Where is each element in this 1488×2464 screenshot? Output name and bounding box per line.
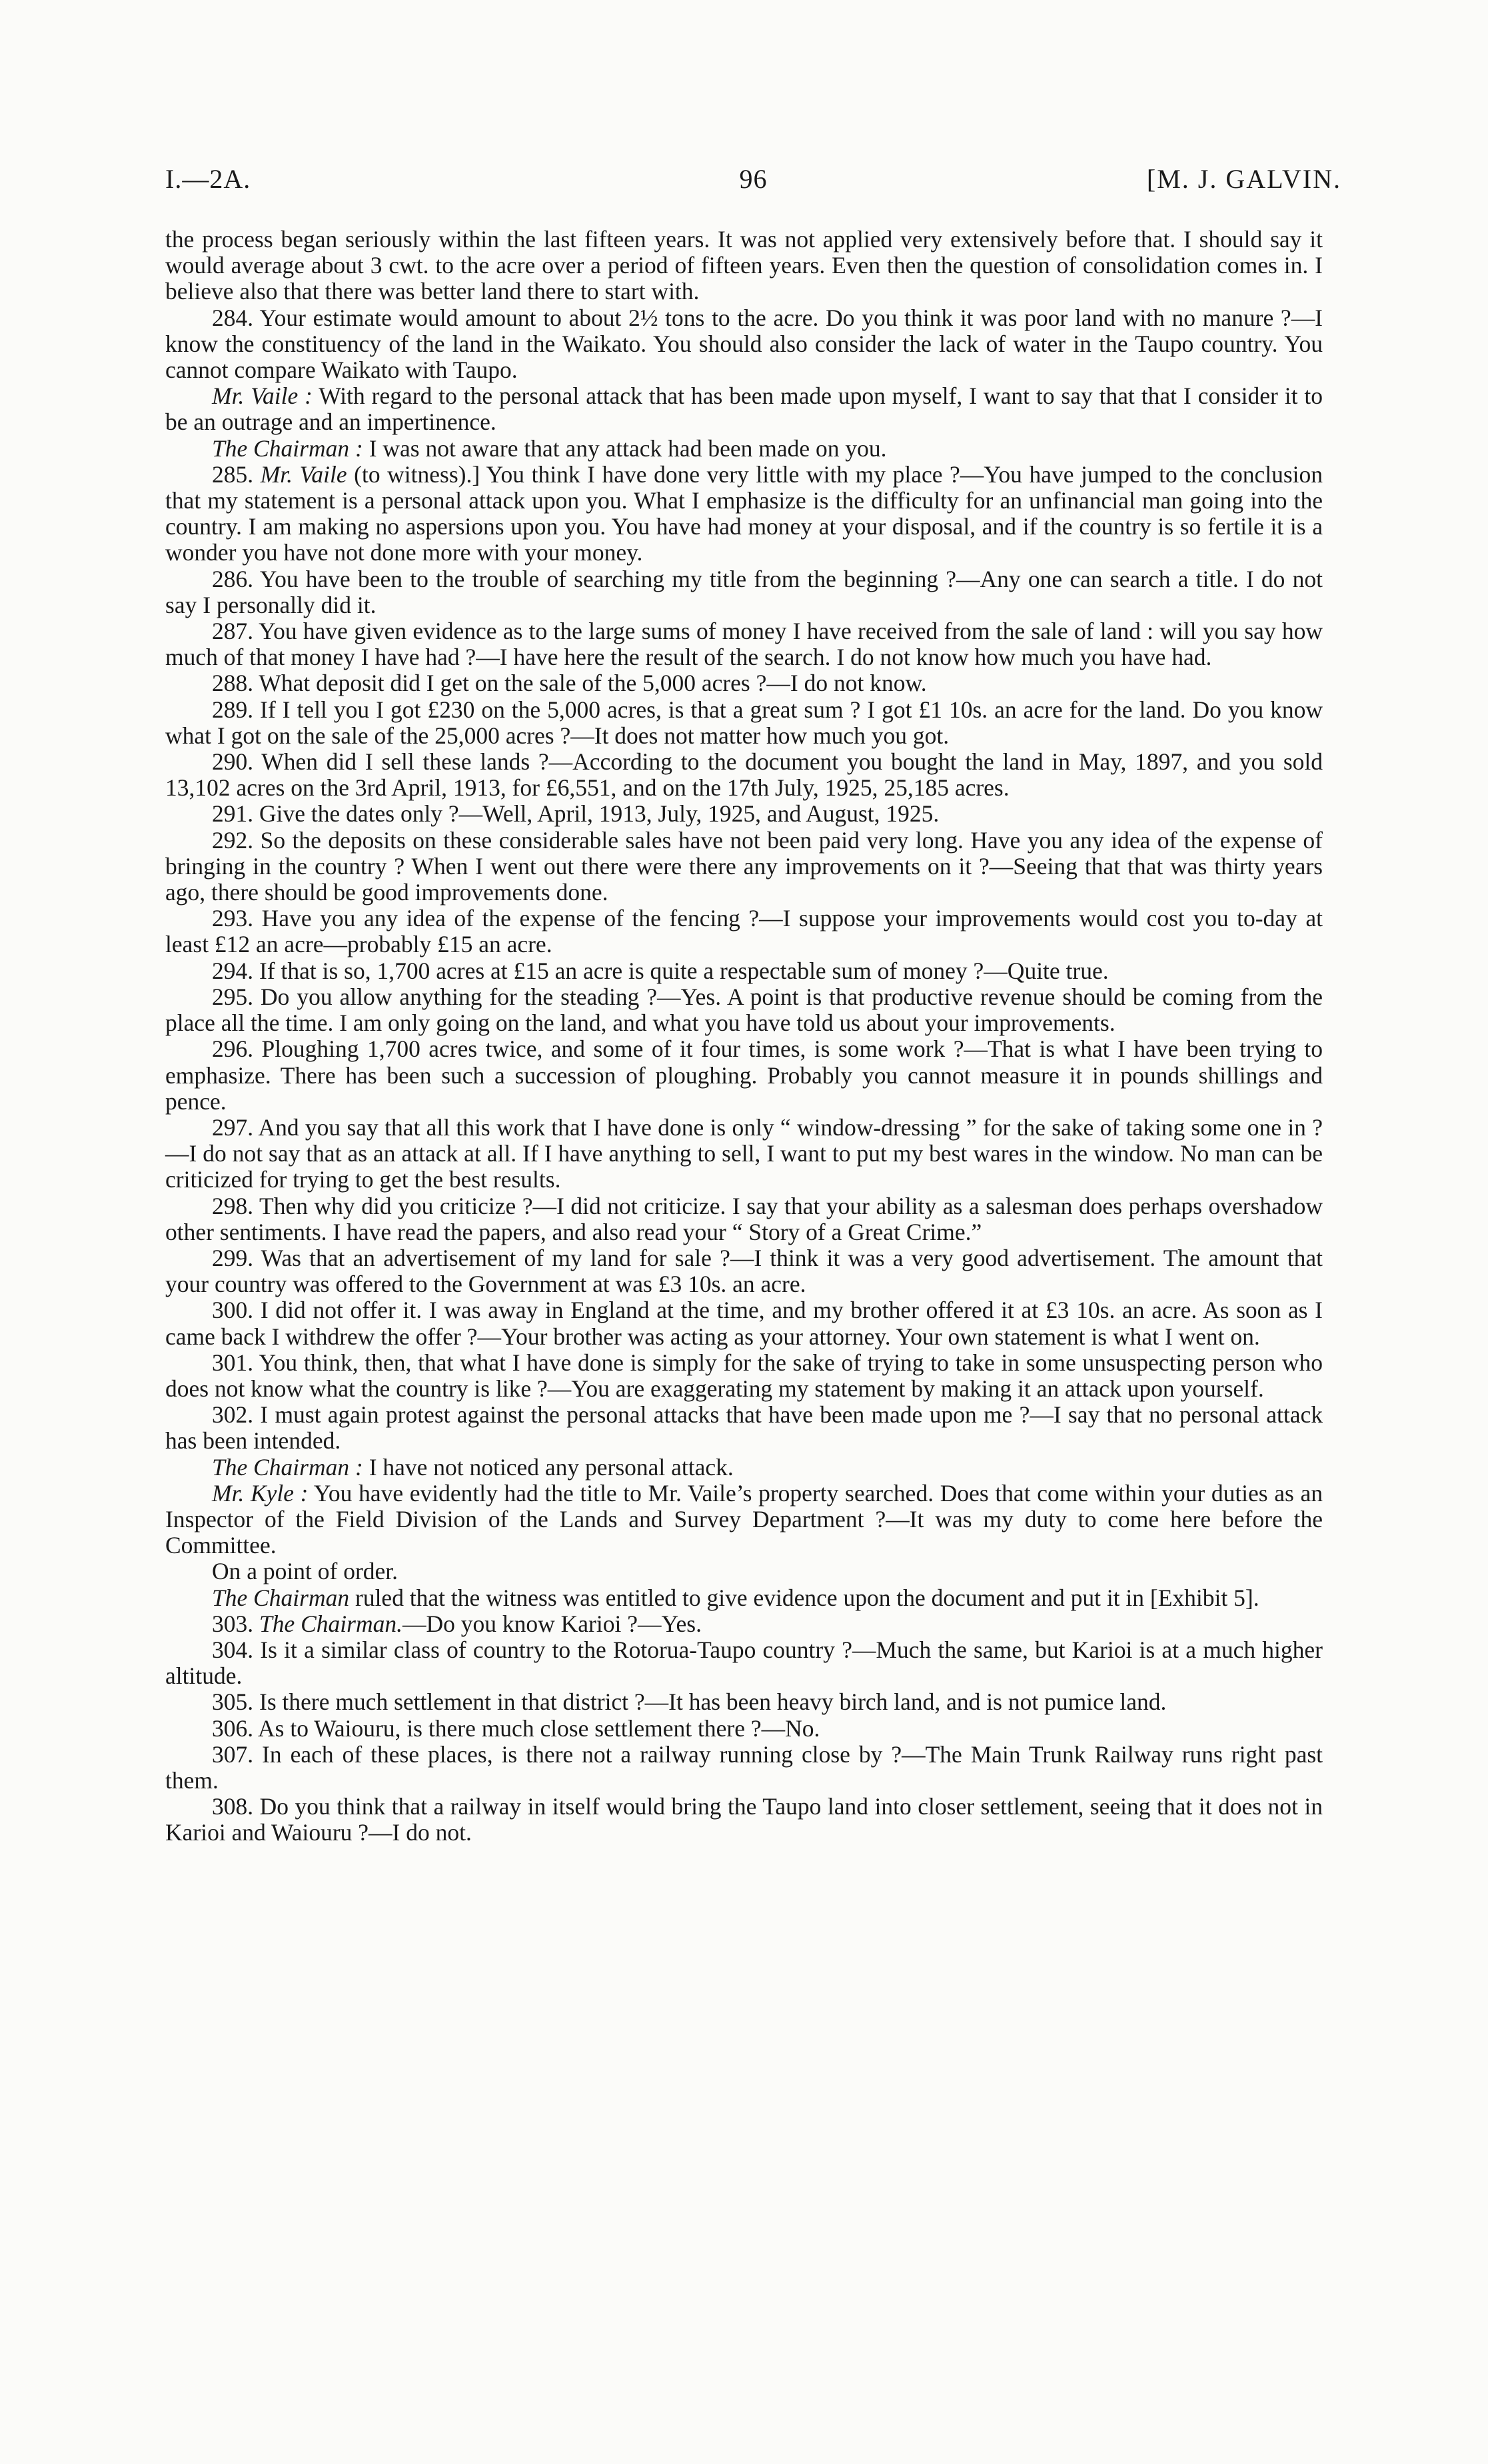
question-288: 288. What deposit did I get on the sale of the 5,000 acres ?—I do not know. (212, 670, 927, 697)
statement-chairman: The Chairman : I was not aware that any attack had been made on you. (212, 434, 887, 462)
question-285: 285. Mr. Vaile (to witness).] You think I have done very little with my place ?—You have jumped to the conclusion that my statement is a personal attack upon you. What I emphasize is the difficulty for an unfinancial man going into the country. I am making no aspersions upon you. You have had money at your disposal, and if the country is so fertile it is a wonder you have not done more with your money. (165, 460, 1323, 566)
page-header (165, 163, 1341, 203)
question-295: 295. Do you allow anything for the steading ?—Yes. A point is that productive revenue should be coming from the place all the time. I am only going on the land, and what you have told us about your improvements. (165, 983, 1323, 1037)
question-306: 306. As to Waiouru, is there much close settlement there ?—No. (212, 1714, 820, 1742)
statement-kyle: Mr. Kyle : You have evidently had the title to Mr. Vaile’s property searched. Does that come within your duties as an Inspector of the Field Division of the Lands and Survey Department ?—It was my duty to come here before the Committee. (165, 1479, 1323, 1559)
question-289: 289. If I tell you I got £230 on the 5,000 acres, is that a great sum ? I got £1 10s. an acre for the land. Do you know what I got on the sale of the 25,000 acres ?—It does not matter how much you got. (165, 696, 1323, 749)
question-290: 290. When did I sell these lands ?—According to the document you bought the land in May, 1897, and you sold 13,102 acres on the 3rd April, 1913, for £6,551, and on the 17th July, 1925, 25,185 acres. (165, 748, 1323, 802)
evidence-text (165, 227, 1323, 1846)
question-302: 302. I must again protest against the personal attacks that have been made upon me ?—I say that no personal attack has been intended. (165, 1401, 1323, 1455)
page-number: 96 (739, 164, 768, 194)
question-303: 303. The Chairman.—Do you know Karioi ?—Yes. (212, 1610, 702, 1637)
question-291: 291. Give the dates only ?—Well, April, 1913, July, 1925, and August, 1925. (212, 800, 940, 828)
paper-reference: I.—2A. (165, 164, 251, 194)
chairman-ruling: The Chairman ruled that the witness was entitled to give evidence upon the document and put it in [Exhibit 5]. (212, 1584, 1259, 1611)
question-287: 287. You have given evidence as to the large sums of money I have received from the sale of land : will you say how much of that money I have had ?—I have here the result of the search. I do not know how much you have had. (165, 618, 1323, 671)
question-284: 284. Your estimate would amount to about 2½ tons to the acre. Do you think it was poor land with no manure ?—I know the constituency of the land in the Waikato. You should also consider the lack of water in the Taupo country. You cannot compare Waikato with Taupo. (165, 304, 1323, 384)
question-307: 307. In each of these places, is there not a railway running close by ?—The Main Trunk Railway runs right past them. (165, 1740, 1323, 1794)
point-of-order: On a point of order. (212, 1558, 398, 1585)
question-293: 293. Have you any idea of the expense of the fencing ?—I suppose your improvements would cost you to-day at least £12 an acre—probably £15 an acre. (165, 905, 1323, 958)
speaker: The Chairman (212, 1584, 350, 1611)
question-301: 301. You think, then, that what I have done is simply for the sake of trying to take in some unsuspecting person who does not know what the country is like ?—You are exaggerating my statement by making it an attack upon yourself. (165, 1349, 1323, 1402)
question-297: 297. And you say that all this work that I have done is only “ window-dressing ” for the sake of taking some one in ?—I do not say that as an attack at all. If I have anything to sell, I want to put my best wares in the window. No man can be criticized for trying to get the best results. (165, 1113, 1323, 1193)
speaker: Mr. Kyle : (212, 1479, 309, 1507)
question-298: 298. Then why did you criticize ?—I did not criticize. I say that your ability as a salesman does perhaps overshadow other sentiments. I have read the papers, and also read your “ Story of a Great Crime.” (165, 1192, 1323, 1245)
question-294: 294. If that is so, 1,700 acres at £15 an acre is quite a respectable sum of money ?—Quite true. (212, 957, 1109, 984)
paragraph-continuation: the process began seriously within the last fifteen years. It was not applied very extensively before that. I should say it would average about 3 cwt. to the acre over a period of fifteen years. Even then the question of consolidation comes in. I believe also that there was better land there to start with. (165, 226, 1323, 305)
question-305: 305. Is there much settlement in that district ?—It has been heavy birch land, and is not pumice land. (212, 1688, 1167, 1716)
question-308: 308. Do you think that a railway in itself would bring the Taupo land into closer settlement, seeing that it does not in Karioi and Waiouru ?—I do not. (165, 1793, 1323, 1846)
question-286: 286. You have been to the trouble of searching my title from the beginning ?—Any one can search a title. I do not say I personally did it. (165, 565, 1323, 618)
speaker: The Chairman : (212, 1453, 363, 1481)
speaker: The Chairman. (259, 1610, 402, 1637)
speaker: Mr. Vaile : (212, 382, 313, 410)
witness-name: [M. J. GALVIN. (1146, 164, 1341, 194)
question-296: 296. Ploughing 1,700 acres twice, and some of it four times, is some work ?—That is what I have been trying to emphasize. There has been such a succession of ploughing. Probably you cannot measure it in pounds shillings and pence. (165, 1035, 1323, 1115)
question-292: 292. So the deposits on these considerable sales have not been paid very long. Have you any idea of the expense of bringing in the country ? When I went out there were there any improvements on it ?—Seeing that that was thirty years ago, there should be good improvements done. (165, 826, 1323, 906)
question-300: 300. I did not offer it. I was away in England at the time, and my brother offered it at £3 10s. an acre. As soon as I came back I withdrew the offer ?—Your brother was acting as your attorney. Your own statement is what I went on. (165, 1297, 1323, 1350)
statement-vaile: Mr. Vaile : With regard to the personal attack that has been made upon myself, I want to say that that I consider it to be an outrage and an impertinence. (165, 382, 1323, 436)
question-304: 304. Is it a similar class of country to the Rotorua-Taupo country ?—Much the same, but Karioi is at a much higher altitude. (165, 1636, 1323, 1690)
statement-chairman: The Chairman : I have not noticed any personal attack. (212, 1453, 734, 1481)
question-299: 299. Was that an advertisement of my land for sale ?—I think it was a very good advertisement. The amount that your country was offered to the Government at was £3 10s. an acre. (165, 1244, 1323, 1298)
speaker: The Chairman : (212, 434, 363, 462)
speaker: Mr. Vaile (260, 460, 347, 488)
